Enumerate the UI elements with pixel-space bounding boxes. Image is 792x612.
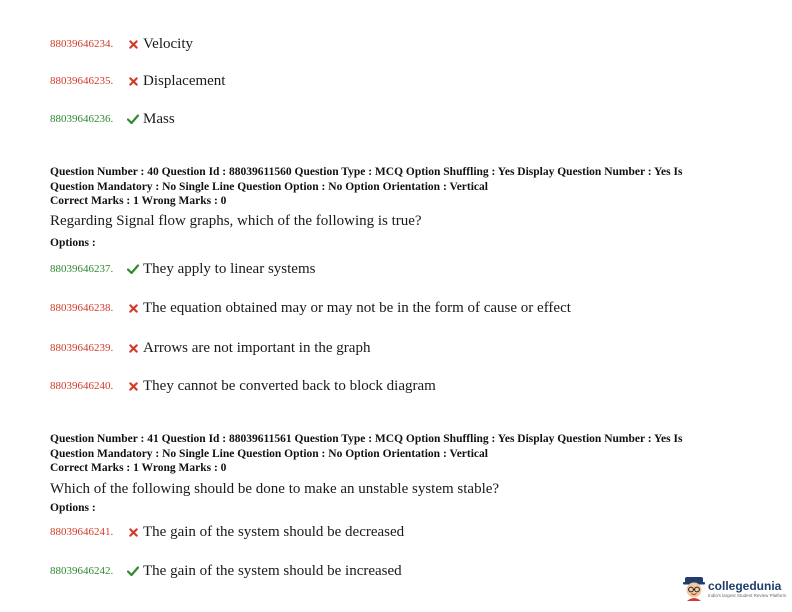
question-header	[50, 165, 750, 209]
option-text: They cannot be converted back to block diagram	[143, 377, 436, 394]
cross-icon	[126, 528, 140, 537]
question-meta-line: Question Mandatory : No Single Line Question Option : No Option Orientation : Vertical	[50, 447, 488, 460]
question-text: Which of the following should be done to make an unstable system stable?	[50, 481, 500, 497]
question-meta-line: Question Mandatory : No Single Line Question Option : No Option Orientation : Vertical	[50, 180, 488, 193]
option-row	[50, 375, 436, 397]
cross-icon	[126, 304, 140, 313]
question-meta-line: Question Number : 41 Question Id : 88039611561 Question Type : MCQ Option Shuffling : Yes Display Question Number : Yes Is	[50, 433, 683, 445]
option-id: 88039646239.	[50, 342, 114, 354]
option-row	[50, 258, 315, 280]
question-marks: Correct Marks : 1 Wrong Marks : 0	[50, 195, 227, 207]
collegedunia-logo	[682, 572, 788, 606]
logo-tagline: India's largest Student Review Platform	[708, 592, 787, 598]
check-icon	[126, 264, 140, 274]
option-text: The gain of the system should be increased	[143, 562, 402, 579]
option-id: 88039646237.	[50, 263, 114, 275]
cross-icon	[126, 40, 140, 49]
option-id: 88039646241.	[50, 526, 114, 538]
option-row	[50, 108, 175, 130]
option-row	[50, 337, 370, 359]
cross-icon	[126, 77, 140, 86]
option-text: Mass	[143, 110, 175, 127]
logo-name: collegedunia	[708, 578, 782, 593]
question-meta-line: Question Number : 40 Question Id : 88039611560 Question Type : MCQ Option Shuffling : Yes Display Question Number : Yes Is	[50, 166, 683, 178]
option-id: 88039646240.	[50, 380, 114, 392]
option-id: 88039646234.	[50, 38, 114, 50]
option-text: The gain of the system should be decreased	[143, 523, 405, 540]
question-marks: Correct Marks : 1 Wrong Marks : 0	[50, 462, 227, 474]
check-icon	[126, 114, 140, 124]
mascot-icon	[682, 575, 706, 603]
option-row	[50, 70, 225, 92]
option-id: 88039646242.	[50, 565, 114, 577]
option-row	[50, 33, 193, 55]
cross-icon	[126, 344, 140, 353]
option-id: 88039646238.	[50, 302, 114, 314]
cross-icon	[126, 382, 140, 391]
check-icon	[126, 566, 140, 576]
option-text: They apply to linear systems	[143, 260, 316, 277]
options-label: Options :	[50, 237, 96, 249]
option-row	[50, 521, 404, 543]
options-label: Options :	[50, 502, 96, 514]
option-text: Displacement	[143, 72, 226, 89]
question-text: Regarding Signal flow graphs, which of the following is true?	[50, 213, 422, 229]
question-header	[50, 432, 750, 476]
option-id: 88039646236.	[50, 113, 114, 125]
option-text: The equation obtained may or may not be in the form of cause or effect	[143, 299, 571, 316]
option-id: 88039646235.	[50, 75, 114, 87]
option-row	[50, 560, 402, 582]
option-text: Velocity	[143, 35, 193, 52]
option-row	[50, 297, 571, 319]
option-text: Arrows are not important in the graph	[143, 339, 371, 356]
